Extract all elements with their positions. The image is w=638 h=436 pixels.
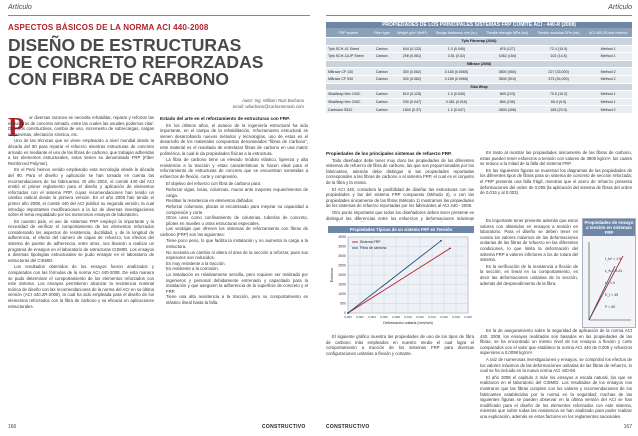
table-header-cell: Tensile modulus GPa (ksi) [533, 28, 584, 38]
left-footer-mark: CONSTRUCTIVO [262, 424, 306, 430]
advantages-list [160, 238, 308, 305]
table-cell: 1.2 (0.047) [431, 106, 482, 114]
x-tick-label: 0.014 [428, 315, 436, 319]
table-row [326, 75, 632, 83]
y-tick-label: 0 [344, 311, 346, 316]
author-block [233, 98, 304, 110]
x-tick-label: 0.018 [452, 315, 460, 319]
sidebox-title: Propiedades de ensayo a tensión en sistemas FRP [584, 220, 634, 235]
table-group-label: Sika Wrap [326, 83, 632, 91]
table-cell: 227 (33,000) [533, 68, 584, 76]
table-group-label: Tyfo Fibrwrap (2008) [326, 38, 632, 46]
col3-paragraph-3: Otro punto importante que todos los diseñadores deben tener presente es distinguir las diferencias entre los esfuerzos y deformaciones máximas [326, 209, 474, 221]
table-cell: 0.165 (0.0065) [431, 68, 482, 76]
author-email: email: wburbano@carbonomasb.com [232, 104, 304, 109]
list-item: • Tiene una alta resistencia a la tracción, pero su comportamiento es elástico lineal hasta la falla. [166, 294, 308, 305]
col2-heading: Estado del arte en el reforzamiento de estructuras con FRP. [160, 116, 290, 121]
properties-table-block [326, 22, 632, 114]
header-rule-right [326, 15, 632, 16]
properties-table [326, 28, 632, 114]
table-cell: Carbon [371, 53, 393, 61]
chart-block [328, 226, 474, 330]
table-cell: 0.381 (0.015) [431, 98, 482, 106]
table-header-cell: FRP system [326, 28, 371, 38]
table-cell: 373 (54,000) [533, 75, 584, 83]
list-item: • Otros usos como confinamiento de columnas, tuberías de concreto, pilotes en muelles u otras estructuras especiales. [166, 215, 308, 226]
table-cell: Carbon [371, 45, 393, 53]
stress-strain-chart [328, 233, 474, 329]
y-tick-label: 3000 [338, 254, 346, 259]
sidebox-label: E_f = 45 [605, 293, 619, 297]
table-cell: SikaWrap Hex 103C [326, 91, 371, 99]
author-name: Autor: Ing. William Ruiz Burbano [241, 98, 304, 103]
x-tick-label: 0.010 [404, 315, 412, 319]
right-section-label: Artículo [608, 4, 632, 11]
table-cell: SikaWrap Hex 230C [326, 98, 371, 106]
col3-paragraph-1: Todo diseñador debe tener muy claro las propiedades de los diferentes sistemas de refuerzo de fibra de carbono, las que son proporcionadas por los fabricantes, además debe distinguir si las propiedades reportadas corresponden a las fibras de carbono o al sistema FRP, el cual es el conjunto de la fibra y la resina. [326, 157, 474, 185]
table-cell: Tyfo SCH-41 Sheet [326, 45, 371, 53]
table-cell: 894 (130) [482, 98, 533, 106]
list-item: • Tiene poco peso, lo que facilita la instalación y no aumenta la carga a la estructura. [166, 238, 308, 249]
table-cell: 1062 (154) [482, 53, 533, 61]
table-cell: 0.165 (0.0065) [431, 75, 482, 83]
table-cell: Tyfo SCH-11UP Sheet [326, 53, 371, 61]
table-cell: 1.0 (0.040) [431, 91, 482, 99]
list-item: • No necesita un cambio ni altera el área de la sección a reforzar, pues sus espesores son reducidos. [166, 250, 308, 261]
column-4-top [480, 150, 632, 216]
table-group-row [326, 60, 632, 68]
table-cell: Method 1 [584, 53, 632, 61]
table-cell: Carbon [371, 91, 393, 99]
list-item: • Reforzar columnas, placas al encamisado para mejorar su capacidad a compresión y corte. [166, 204, 308, 215]
table-cell: Method 1 [584, 98, 632, 106]
col2-paragraph-4: Las ventajas que ofrecen los sistemas de reforzamiento con fibras de carbono (FRP) son las siguientes: [160, 226, 308, 237]
col4-paragraph-4: En la verificación de la resistencia a flexión de la sección, es lineal en su comportamiento, es decir las deformaciones unitarias de la sección, además del desprendimiento de la fibra. [480, 263, 578, 286]
table-cell: Method 1 [584, 91, 632, 99]
article-title [8, 37, 308, 88]
list-item: • Es resistente a la corrosión. [166, 266, 308, 272]
list-item: • La instalación es relativamente sencilla, pero requiere ser realizada por ingenieros y personal debidamente entrenado y capacitado para la instalación y que aseguren la adherencia de la superficie de concreto y el FRP. [166, 272, 308, 294]
table-cell: 1.0 (0.040) [431, 45, 482, 53]
table-row [326, 106, 632, 114]
x-tick-label: 0.020 [464, 315, 472, 319]
table-cell: Method 2 [584, 75, 632, 83]
data-point [449, 248, 451, 250]
table-cell: 876 (127) [482, 45, 533, 53]
x-tick-label: 0.016 [440, 315, 448, 319]
stress-strain-diagram [583, 236, 635, 328]
table-row [326, 98, 632, 106]
table-cell: Method 1 [584, 45, 632, 53]
table-row [326, 68, 632, 76]
table-row [326, 53, 632, 61]
y-tick-label: 4000 [338, 235, 346, 240]
table-row [326, 45, 632, 53]
table-cell: Carbon [371, 98, 393, 106]
col1-paragraph-4: En nuestro país, el uso de sistemas FRP empleyó la importante y la necesidad de verificar el comportamiento de los elementos reforzados considerando los aspectos de resistencia, ductilidad, y de la longitud de adherencia, el efecto del número de capas de refuerzo, los efectos del sistema de puente de adherencia, entre otros, nos llevaron a realizar un programa de ensayos en el laboratorio de estructuras CISMID. Los ensayos a diversas tipologías estructurales se pudo ensayar en el laboratorio de estructuras del CISMID. [8, 218, 154, 263]
table-cell: 3500 (510) [482, 75, 533, 83]
col2-paragraph-1: En los últimos años, el avance de la ingeniería estructural ha sido importante, en el campo de la rehabilitación, reforzamiento estructural se vienen desarrollando nuevos métodos y tecnologías, uno de estos es el desarrollo de los materiales compuestos denominados "fibras de Carbono", este material es el resultado de entrelazar fibras de carbono en una matriz polimérica, la cual le da propiedades físicas a la estructura. [160, 122, 308, 156]
col2-paragraph-3: El objetivo del refuerzo con fibra de carbono para: [166, 180, 262, 186]
col1-paragraph-3: En el Perú hemos venido empleando esta tecnología desde la década del 90. Para el diseño y aplicación se han tomado en cuenta las recomendaciones de los fabricantes. El año 2002, el comité 440 del ACI emitió el primer reglamento para el diseño y aplicación de elementos reforzados con el sistema FRP, cuyas recomendaciones han tenido un cambio radical desde la primera versión. En el año 2008 han tenido el primer año 2008, el comité 440 del ACI publicó su segunda versión, la cual introdujo importantes modificaciones a la luz de diversas investigaciones sobre el tema respaldado por los numerosos ensayos de laboratorio. [8, 167, 154, 218]
tension-test-sidebox [582, 218, 636, 328]
table-cell: 0.51 (0.02) [431, 53, 482, 61]
column-1 [8, 112, 154, 420]
header-rule-left [8, 15, 310, 16]
table-cell: 849 (123) [482, 91, 533, 99]
table-cell: Method 2 [584, 68, 632, 76]
col4-paragraph-3: Es importante tener presente además que estos valores con obtenidos en ensayos a tensión en laboratorio. Para el diseño se deben tener en cuenta los valores máximos de las deformaciones unitarias de las fibras de refuerzo en las diferentes condiciones, lo que limita la deformación del sistema FRP a valores inferiores a los de rotura del sistema. [480, 218, 578, 263]
right-page-number: 167 [623, 424, 632, 430]
left-page-number: 166 [8, 424, 17, 430]
title-line-3: CON FIBRA DE CARBONO [8, 69, 230, 89]
table-cell: MBrace CF 530 [326, 75, 371, 83]
article-kicker: ASPECTOS BÁSICOS DE LA NORMA ACI 440-2008 [8, 23, 209, 32]
col4-paragraph-2: En las siguientes figuras se muestran los diagramas de las propiedades de los diferentes tipos de fibras para un sistema de concreto de sección reforzada; el FRP presenta una falla frágil, mientras que el acero de refuerzo presenta deformaciones del orden de 0.005 (la aplicación del sistema de fibras del orden de 0.015 y al 0.003). [480, 167, 632, 196]
table-header-row [326, 28, 632, 38]
sidebox-label: ε_fu = 5 #1 [605, 269, 623, 273]
table-cell: 1800 (0.37) [393, 106, 431, 114]
table-header-cell: Tensile strength MPa (ksi) [482, 28, 533, 38]
y-tick-label: 3500 [338, 244, 346, 249]
data-point [347, 312, 349, 314]
chart-title: Propiedades Típicas de un sistema FRP en Tensión [328, 226, 474, 233]
sidebox-label: f_fu* = 1.5 [605, 257, 622, 261]
column-3-bottom [326, 334, 474, 420]
col1-paragraph-5: Los resultados obtenidos de los ensayos fueron analizados y comparados con las fórmulas de la norma ACI 440-2008. De esta manera se pudo determinar el comportamiento de los elementos reforzados con este sistema. Los ensayos permitieron alcanzar la resistencia nominal teórica de diseño con las recomendaciones de la norma del ACI en su última versión (ACI 440.2R-2008), la cual ha sido empleada para el diseño de los elementos reforzados con la fibra de carbono y su eficacia en aplicaciones estructurales. [8, 264, 154, 309]
table-cell: 3800 (550) [482, 68, 533, 76]
table-cell: 610 (0.125) [393, 91, 431, 99]
table-group-label: MBrace (2008) [326, 60, 632, 68]
table-cell: 2800 (406) [482, 106, 533, 114]
sidebox-label: f* = 60 [605, 305, 616, 309]
table-cell: 300 (0.062) [393, 75, 431, 83]
left-section-label: Artículo [8, 4, 32, 11]
legend-label: Sistema FRP [360, 240, 381, 244]
table-cell: 644 (0.132) [393, 45, 431, 53]
y-tick-label: 2500 [338, 263, 346, 268]
y-tick-label: 500 [340, 301, 346, 306]
x-tick-label: 0.006 [380, 315, 388, 319]
y-tick-label: 2000 [338, 273, 346, 278]
table-row [326, 91, 632, 99]
right-footer-mark: CONSTRUCTIVO [326, 424, 370, 430]
table-cell: Carbodur S512 [326, 106, 371, 114]
x-tick-label: 0.012 [416, 315, 424, 319]
table-header-cell: Fiber type [371, 28, 393, 38]
col4-paragraph-5: En la de aseguramiento sobre la seguridad de aplicación de la norma ACI 440. 2008, los ensayos realizados son basados en las propiedades de las fibras, se ha encontrado un mismo nivel de los ensayos a flexión y corte comparados con el valor que establece la norma ACI 440 de 0.005 y refuerzos superiores a 0.0098 kg/cm². [480, 328, 632, 356]
col4-paragraph-1: En tanto al mostrar las propiedades únicamente de las fibras de carbono, estas pueden tener esfuerzos a tensión con valores de 3800 kg/cm², los cuales se reduce a la mitad de la falla del sistema FRP. [480, 150, 632, 167]
table-cell: Carbon [371, 75, 393, 83]
table-cell: Carbon [371, 68, 393, 76]
y-axis-label: Esfuerzo [330, 267, 334, 283]
column-3-top [326, 150, 474, 222]
title-line-2: DE CONCRETO REFORZADAS [8, 52, 264, 72]
col4-paragraph-7: El año 2008 el capítulo 2 más los ensayos a escala natural, los que se realizaron en el laboratorio del CISMID. Los resultados de los ensayos nos mostraron que las fibras cumplen con los valores y recomendaciones de los fabricantes establecidas por la norma en la seguridad; muchas de las siguientes figuras se pueden observar en la última versión del ACI se han modificado para el diseño de los elementos reforzados con este sistema, mientras que sobre todas las resistencia se han analizado para poder realizar una explicación, además se estos factores en los reglamentos nacionales. [480, 374, 632, 419]
table-cell: 102 (14.8) [533, 53, 584, 61]
table-group-row [326, 38, 632, 46]
objectives-list [160, 187, 308, 226]
column-2 [160, 115, 308, 420]
table-header-cell: Design thickness mm (in.) [431, 28, 482, 38]
col3-paragraph-2: El ACI 440, considera la posibilidad de diseñar las estructuras con las propiedades y las del sistema FRP compuesto (Método 2), o con las propiedades únicamente de las fibras (Método 1) mostramos las propiedades de los sistemas de refuerzo reportadas por los fabricantes al ACI 440 - 2008. [326, 186, 474, 209]
col1-paragraph-1: or diversas razones se necesita rehabilitar, reparar y reforzar las estructuras de concreto armado, entre las cuales las usuales podemos citar: Defectos constructivos, cambio de uso, incremento de sobrecargas, cargas no previstas, afectación sísmica, etc. [8, 115, 154, 137]
legend-label: Fibra de carbono [360, 246, 387, 250]
x-tick-label: 0.002 [356, 315, 364, 319]
drop-cap: P [8, 112, 25, 142]
table-cell: 230 (0.047) [393, 98, 431, 106]
y-tick-label: 1000 [338, 292, 346, 297]
table-cell: Method 2 [584, 106, 632, 114]
table-cell: 70.5 (10.2) [533, 91, 584, 99]
list-item: • Es muy resistente a la tracción. [166, 261, 308, 267]
table-group-row [326, 83, 632, 91]
col3-heading: Propiedades de los principales sistemas de refuerzo FRP. [326, 151, 452, 156]
table-cell: 165 (23.9) [533, 106, 584, 114]
col4-paragraph-6: A raíz de numerosas investigaciones y ensayos, se comprobó los efectos de los valores máximos de las deformaciones unitarias de las fibras de refuerzo, lo cual se ha incluido en la nueva norma ACI 440-08. [480, 356, 632, 374]
table-cell: MBrace CF 130 [326, 68, 371, 76]
y-tick-label: 1500 [338, 282, 346, 287]
data-point [440, 240, 442, 242]
table-cell: 300 (0.062) [393, 68, 431, 76]
column-4-bottom [480, 328, 632, 420]
table-cell: 72.4 (10.5) [533, 45, 584, 53]
sidebox-label: t = 1.0 [605, 281, 615, 285]
x-axis-label: Deformación unitaria (mm/mm) [383, 321, 433, 325]
col3-paragraph-4: El siguiente gráfico muestra las propiedades de uno de los tipos de fibra de carbono más empleados en nuestro medio el cual logra el comportamiento a tracción de los sistemas FRP para diversas configuraciones unitarias a flexión y cortante. [326, 334, 474, 356]
table-header-cell: ACI 440.2R test method [584, 28, 632, 38]
table-cell: Carbon [371, 106, 393, 114]
title-line-1: DISEÑO DE ESTRUCTURAS [8, 35, 242, 55]
table-header-cell: Weight g/m² (lb/ft²) [393, 28, 431, 38]
table-cell: 65.4 (9.5) [533, 98, 584, 106]
list-item: • Restituir la resistencia en elementos dañados. [166, 198, 308, 204]
list-item: • Reforzar vigas, losas, columnas, muros ante mayores requerimientos de carga. [166, 187, 308, 198]
col1-paragraph-2: Uno de las técnicas que se viene empleando a nivel mundial desde la década del 80 para reparar el refuerzo mientras estructuras de concreto armado es mediante el uso de las fibras de carbono, que trabajan adheridas a los elementos estructurales, estos tienen su denominado FRP (Fiber Reinforced Polymer). [8, 138, 154, 166]
x-tick-label: 0.004 [368, 315, 376, 319]
table-caption: PROPIEDADES DE LOS PRINCIPALES SISTEMAS FRP COMITÉ ACI - 440-R (2008) [326, 22, 632, 28]
column-4-middle [480, 218, 578, 326]
x-tick-label: 0.000 [344, 315, 352, 319]
table-cell: 298 (0.061) [393, 53, 431, 61]
x-tick-label: 0.008 [392, 315, 400, 319]
col2-paragraph-2: La fibra de carbono tiene un elevado módulo elástico, ligereza y alta resistencia a la tracción y estas características lo hacen ideal para el reforzamiento de estructuras de concreto que se encuentran sometidas a esfuerzos de flexión, corte y compresión. [160, 157, 308, 179]
